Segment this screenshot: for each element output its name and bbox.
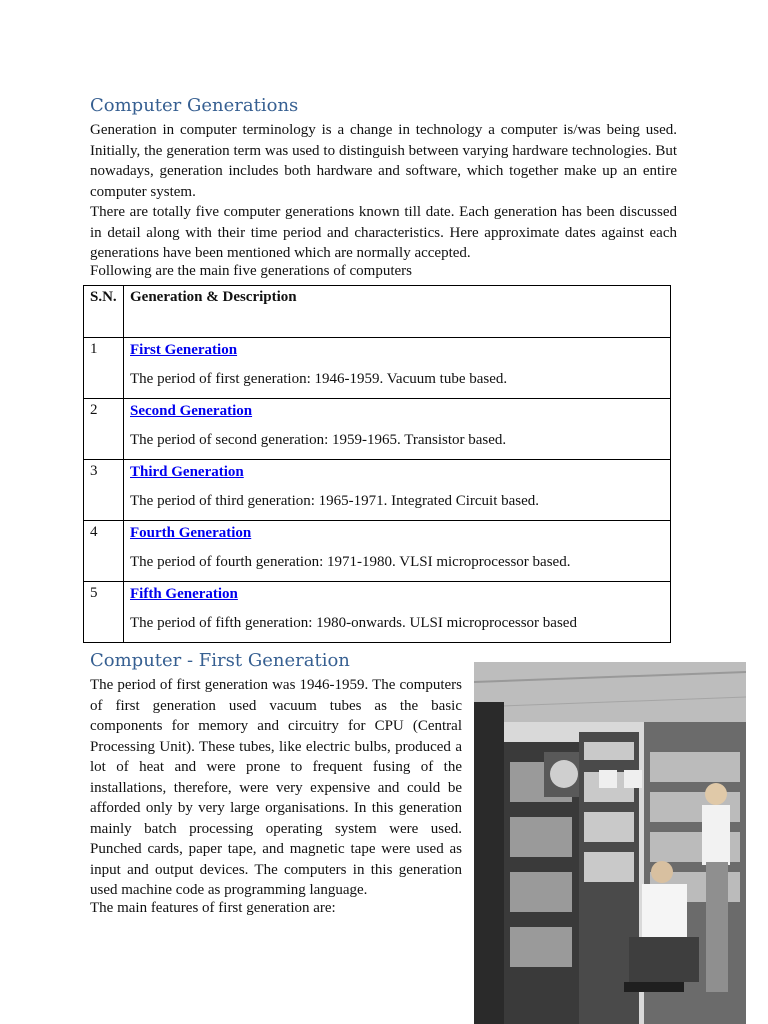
third-generation-link[interactable]: Third Generation [130,464,244,480]
first-generation-paragraph: The period of first generation was 1946-1959. The computers of first generation used vacuum tubes as the basic components for memory and circuitry for CPU (Central Processing Unit). These tubes, like electric bulbs, produced a lot of heat and were prone to frequent fusing of the installations, therefore, were very expensive and could be afforded only by very large organisations. In this generation mainly batch processing operating system were used. Punched cards, paper tape, and magnetic tape were used as input and output devices. The computers in this generation used machine code as programming language. [90,677,462,898]
description-header: Generation & Description [124,286,671,338]
table-row [84,582,671,643]
fifth-generation-link[interactable]: Fifth Generation [130,586,238,602]
table-caption: Following are the main five generations of computers [90,263,412,279]
table-row [84,399,671,460]
row-number: 4 [84,521,124,582]
intro-paragraph-2: There are totally five computer generations known till date. Each generation has been discussed in detail along with their time period and characteristics. Here approximate dates against each generations have been mentioned which are normally accepted. [90,204,677,261]
fourth-generation-link[interactable]: Fourth Generation [130,525,252,541]
intro-paragraph: Generation in computer terminology is a change in technology a computer is/was being used. Initially, the generation term was used to distinguish between varying hardware technologies. But nowadays, generation includes both hardware and software, which together make up an entire computer system. [90,122,677,200]
row-desc-text: The period of second generation: 1959-1965. Transistor based. [130,432,507,448]
first-generation-link[interactable]: First Generation [130,342,238,358]
row-desc-text: The period of fifth generation: 1980-onwards. ULSI microprocessor based [130,615,577,631]
table-header-row [84,286,671,338]
table-row [84,338,671,399]
row-description [124,399,671,460]
row-description [124,521,671,582]
sn-header: S.N. [84,286,124,338]
row-description [124,338,671,399]
generations-table [83,285,671,643]
section-heading: Computer - First Generation [90,650,350,671]
page-title: Computer Generations [90,95,299,116]
computer-room-image [474,662,746,1024]
row-number: 5 [84,582,124,643]
row-number: 2 [84,399,124,460]
row-number: 1 [84,338,124,399]
features-line: The main features of first generation are: [90,900,336,916]
intro-section [90,120,677,264]
row-desc-text: The period of first generation: 1946-1959. Vacuum tube based. [130,371,508,387]
row-number: 3 [84,460,124,521]
second-generation-link[interactable]: Second Generation [130,403,253,419]
row-desc-text: The period of third generation: 1965-1971. Integrated Circuit based. [130,493,540,509]
eniac-photo [474,662,746,1024]
row-description [124,460,671,521]
row-desc-text: The period of fourth generation: 1971-1980. VLSI microprocessor based. [130,554,571,570]
row-description [124,582,671,643]
table-row [84,460,671,521]
table-row [84,521,671,582]
